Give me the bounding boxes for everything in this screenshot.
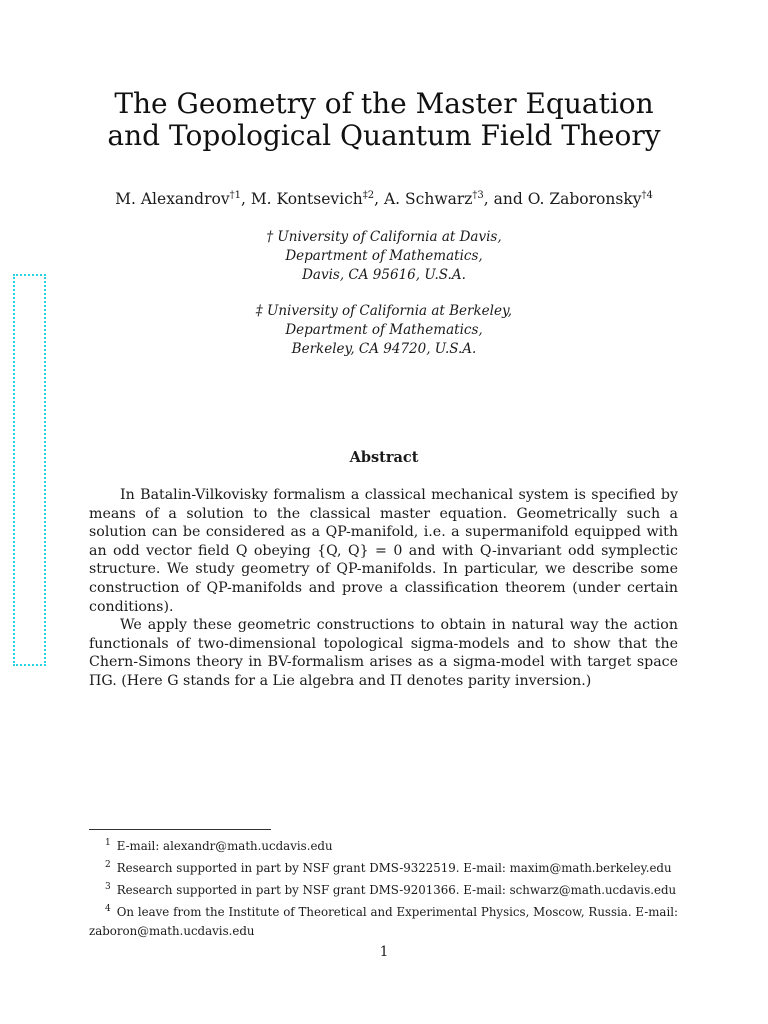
footnote-text: Research supported in part by NSF grant DMS-9201366. E-mail: schwarz@math.ucdavis.edu: [116, 883, 677, 897]
title-line-1: The Geometry of the Master Equation: [114, 87, 654, 120]
affiliation-davis: [0, 228, 768, 285]
author-mark: †3: [472, 189, 484, 201]
footnote: [89, 900, 678, 941]
author-separator: ,: [240, 190, 251, 208]
footnote-text: E-mail: alexandr@math.ucdavis.edu: [116, 839, 333, 853]
paper-title: [0, 88, 768, 152]
footnote: [89, 878, 678, 900]
footnote-rule: [89, 829, 271, 830]
footnote-mark: 4: [105, 904, 111, 914]
footnote-mark: 3: [105, 882, 111, 892]
author-name: A. Schwarz: [383, 190, 473, 208]
author-separator: , and: [483, 190, 528, 208]
affiliation-line: Davis, CA 95616, U.S.A.: [302, 267, 466, 283]
footnotes: [89, 834, 678, 941]
author-mark: †4: [641, 189, 653, 201]
affiliation-berkeley: [0, 302, 768, 359]
abstract-paragraph-1: In Batalin-Vilkovisky formalism a classical mechanical system is specified by means of a solution to the classical master equation. Geometrically such a solution can be considered as a QP-manifold, i.e. a supermanifold equipped with an odd vector field Q obeying {Q, Q} = 0 and with Q-invariant odd symplectic structure. We study geometry of QP-manifolds. In particular, we describe some construction of QP-manifolds and prove a classification theorem (under certain conditions).: [89, 487, 678, 615]
footnote: [89, 834, 678, 856]
abstract-paragraph-2: We apply these geometric constructions to obtain in natural way the action functionals of two-dimensional topological sigma-models and to show that the Chern-Simons theory in BV-formalism arises as a sigma-model with target space ΠG. (Here G stands for a Lie algebra and Π denotes parity inversion.): [89, 617, 678, 689]
abstract-heading: Abstract: [349, 449, 419, 466]
footnote-mark: 1: [105, 838, 111, 848]
author-list: [0, 189, 768, 209]
affiliation-line: Berkeley, CA 94720, U.S.A.: [291, 341, 477, 357]
footnote-text: On leave from the Institute of Theoretical and Experimental Physics, Moscow, Russia. E-mail: zaboron@math.ucdavis.edu: [89, 905, 678, 938]
affiliation-line: Department of Mathematics,: [285, 248, 483, 264]
page-number: 1: [379, 944, 389, 960]
affiliation-line: ‡ University of California at Berkeley,: [255, 303, 513, 319]
affiliation-line: Department of Mathematics,: [285, 322, 483, 338]
footnote: [89, 856, 678, 878]
abstract-body: [89, 486, 678, 691]
title-line-2: and Topological Quantum Field Theory: [107, 119, 661, 152]
footnote-mark: 2: [105, 860, 111, 870]
author-mark: †1: [229, 189, 241, 201]
author-mark: ‡2: [362, 189, 375, 201]
footnote-text: Research supported in part by NSF grant DMS-9322519. E-mail: maxim@math.berkeley.edu: [116, 861, 672, 875]
author-name: M. Kontsevich: [250, 190, 363, 208]
author-name: O. Zaboronsky: [527, 190, 642, 208]
author-separator: ,: [374, 190, 384, 208]
affiliation-line: † University of California at Davis,: [266, 229, 502, 245]
author-name: M. Alexandrov: [115, 190, 230, 208]
